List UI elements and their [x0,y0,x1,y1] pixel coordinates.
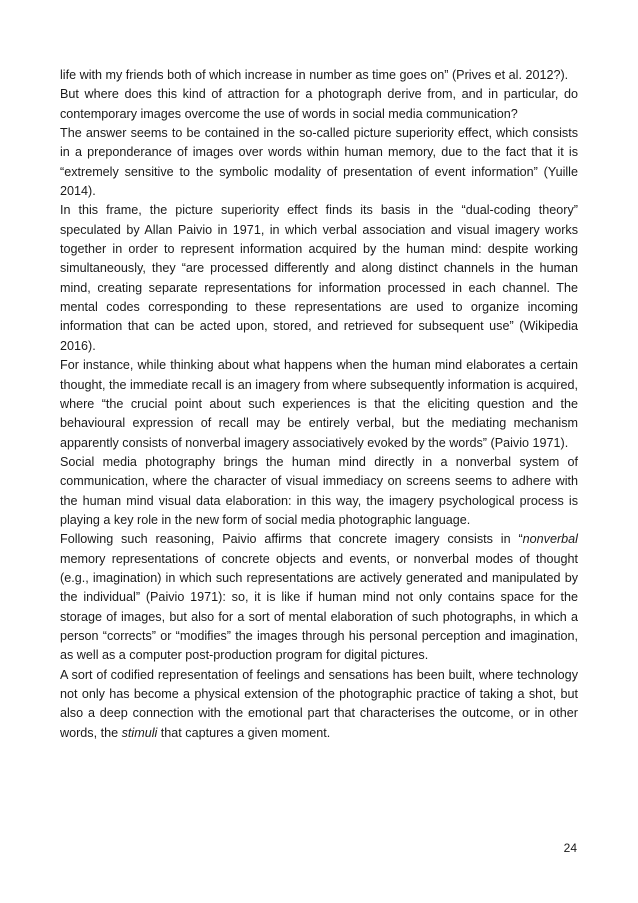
paragraph-4: In this frame, the picture superiority effect finds its basis in the “dual-coding theory” speculated by Allan Paivio in 1971, in which verbal association and visual imagery works together in order to represent information acquired by the human mind: despite working simultaneously, they “are processed differently and along distinct channels in the human mind, creating separate representations for information processed in each channel. The mental codes corresponding to these representations are used to organize incoming information that can be acted upon, stored, and retrieved for subsequent use” (Wikipedia 2016). [60,203,578,353]
paragraph-6: Social media photography brings the human mind directly in a nonverbal system of communication, where the character of visual immediacy on screens seems to adhere with the human mind visual data elaboration: in this way, the imagery psychological process is playing a key role in the new form of social media photographic language. [60,454,578,527]
paragraph-5: For instance, while thinking about what happens when the human mind elaborates a certain thought, the immediate recall is an imagery from where subsequently information is acquired, where “the crucial point about such experiences is that the eliciting question and the behavioural expression of recall may be entirely verbal, but the mediating mechanism apparently consists of nonverbal imagery associatively evoked by the words” (Paivio 1971). [60,358,578,450]
paragraph-7-text-a: Following such reasoning, Paivio affirms that concrete imagery consists in “ [60,532,523,547]
paragraph-2: But where does this kind of attraction for a photograph derive from, and in particular, do contemporary images overcome the use of words in social media communication? [60,87,578,121]
paragraph-8-text-b: that captures a given moment. [157,725,331,740]
paragraph-3: The answer seems to be contained in the so-called picture superiority effect, which consists in a preponderance of images over words within human memory, due to the fact that it is “extremely sensitive to the symbolic modality of presentation of event information” (Yuille 2014). [60,126,578,199]
paragraph-8-italic: stimuli [121,725,158,740]
page-number: 24 [563,841,577,855]
paragraph-8 [60,666,578,743]
body-text [60,66,578,743]
paragraph-7-text-b: memory representations of concrete objects and events, or nonverbal modes of thought (e.g., imagination) in which such representations are actively generated and manipulated by the individual” (Paivio 1971): so, it is like if human mind not only contains space for the storage of images, but also for a sort of mental elaboration of such photographs, in which a person “corrects” or “modifies” the images through his personal perception and imagination, as well as a computer post-production program for digital pictures. [60,551,578,663]
paragraph-8-text-a: A sort of codified representation of feelings and sensations has been built, where technology not only has become a physical extension of the photographic practice of taking a shot, but also a deep connection with the emotional part that characterises the outcome, or in other words, the [60,667,578,740]
paragraph-1: life with my friends both of which increase in number as time goes on” (Prives et al. 2012?). [60,68,569,82]
paragraph-7 [60,530,578,665]
paragraph-7-italic: nonverbal [522,532,578,547]
